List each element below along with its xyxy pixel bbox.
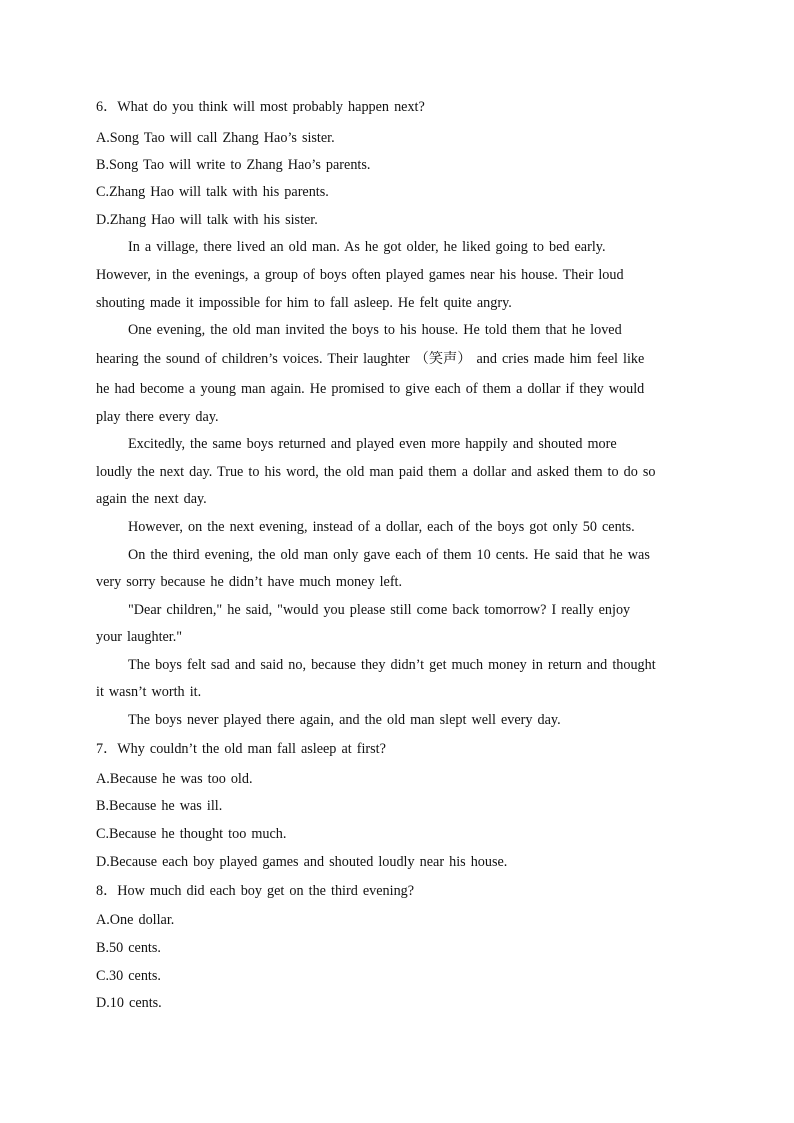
passage-line: very sorry because he didn’t have much money left. [96, 574, 403, 590]
passage-line: hearing the sound of children’s voices. Their laughter （笑声） and cries made him feel like [96, 351, 645, 367]
question-8-text: 8．How much did each boy get on the third evening? [96, 883, 415, 899]
passage-line: One evening, the old man invited the boys to his house. He told them that he loved [128, 322, 622, 338]
question-6-option-b: B.Song Tao will write to Zhang Hao’s parents. [96, 157, 371, 173]
question-7-option-d: D.Because each boy played games and shouted loudly near his house. [96, 854, 508, 870]
question-8-option-c: C.30 cents. [96, 968, 161, 984]
passage-line: "Dear children," he said, "would you please still come back tomorrow? I really enjoy [128, 602, 631, 618]
passage-line: On the third evening, the old man only gave each of them 10 cents. He said that he was [128, 547, 650, 563]
question-6-option-c: C.Zhang Hao will talk with his parents. [96, 184, 329, 200]
question-8-option-a: A.One dollar. [96, 912, 175, 928]
passage-line: Excitedly, the same boys returned and played even more happily and shouted more [128, 436, 617, 452]
question-7-option-c: C.Because he thought too much. [96, 826, 287, 842]
passage-line: loudly the next day. True to his word, the old man paid them a dollar and asked them to do so [96, 464, 656, 480]
question-6-option-d: D.Zhang Hao will talk with his sister. [96, 212, 318, 228]
question-8-option-b: B.50 cents. [96, 940, 161, 956]
passage-line: he had become a young man again. He promised to give each of them a dollar if they would [96, 381, 645, 397]
passage-line: The boys never played there again, and the old man slept well every day. [128, 712, 561, 728]
question-8-option-d: D.10 cents. [96, 995, 162, 1011]
passage-line: it wasn’t worth it. [96, 684, 202, 700]
passage-line: However, on the next evening, instead of a dollar, each of the boys got only 50 cents. [128, 519, 635, 535]
question-7-option-a: A.Because he was too old. [96, 771, 253, 787]
passage-line: The boys felt sad and said no, because they didn’t get much money in return and thought [128, 657, 656, 673]
question-6-option-a: A.Song Tao will call Zhang Hao’s sister. [96, 130, 335, 146]
passage-line: again the next day. [96, 491, 207, 507]
passage-line: shouting made it impossible for him to fall asleep. He felt quite angry. [96, 295, 512, 311]
passage-line: play there every day. [96, 409, 219, 425]
passage-line: your laughter." [96, 629, 183, 645]
passage-line: However, in the evenings, a group of boys often played games near his house. Their loud [96, 267, 624, 283]
question-7-text: 7．Why couldn’t the old man fall asleep at first? [96, 741, 386, 757]
question-6-text: 6．What do you think will most probably happen next? [96, 99, 425, 115]
passage-line: In a village, there lived an old man. As he got older, he liked going to bed early. [128, 239, 606, 255]
question-7-option-b: B.Because he was ill. [96, 798, 223, 814]
